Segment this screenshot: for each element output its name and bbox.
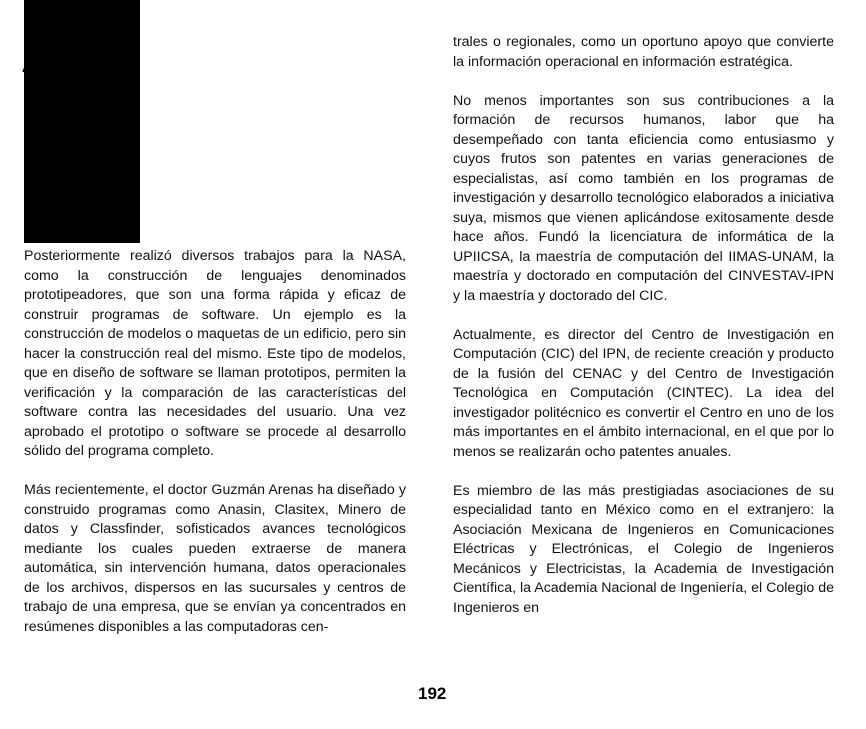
portrait-photo <box>24 0 140 243</box>
running-head: Adolfo Guzmán Arenas <box>22 63 140 75</box>
paragraph: Más recientemente, el doctor Guzmán Arenas ha diseñado y construido programas como Anasin, Clasitex, Minero de datos y Classfinder, sofisticados avances tecnológicos mediante los cuales pueden extraerse de manera automática, sin intervención humana, datos operacionales de los archivos, dispersos en las sucursales y centros de trabajo de una empresa, que se envían ya concentrados en resúmenes disponibles a las computadoras cen- <box>24 482 406 635</box>
paragraph: No menos importantes son sus contribuciones a la formación de recursos humanos, labor que ha desempeñado con tanta eficiencia como entusiasmo y cuyos frutos son patentes en varias generaciones de especialistas, así como también en los programas de investigación y desarrollo tecnológico elaborados a iniciativa suya, mismos que vienen aplicándose exitosamente desde hace años. Fundó la licenciatura de informática de la UPIICSA, la maestría de computación del IIMAS-UNAM, la maestría y doctorado en computación del CINVESTAV-IPN y la maestría y doctorado del CIC. <box>453 92 834 304</box>
page-number: 192 <box>418 684 447 703</box>
left-column <box>24 247 406 637</box>
paragraph: trales o regionales, como un oportuno apoyo que convierte la información operacional en información estratégica. <box>453 34 834 70</box>
right-column <box>453 33 834 618</box>
paragraph: Actualmente, es director del Centro de Investigación en Computación (CIC) del IPN, de reciente creación y producto de la fusión del CENAC y del Centro de Investigación Tecnológica en Computación (CINTEC). La idea del investigador politécnico es convertir el Centro en uno de los más importantes en el ámbito internacional, en el que por lo menos se realizarán ocho patentes anuales. <box>453 326 834 460</box>
paragraph: Posteriormente realizó diversos trabajos para la NASA, como la construcción de lenguajes denominados prototipeadores, que son una forma rápida y eficaz de construir programas de software. Un ejemplo es la construcción de modelos o maquetas de un edificio, pero sin hacer la construcción real del mismo. Este tipo de modelos, que en diseño de software se llaman prototipos, permiten la verificación y la comparación de las características del software contra las necesidades del usuario. Una vez aprobado el prototipo o software se procede al desarrollo sólido del programa completo. <box>24 248 406 459</box>
paragraph: Es miembro de las más prestigiadas asociaciones de su especialidad tanto en México como en el extranjero: la Asociación Mexicana de Ingenieros en Comunicaciones Eléctricas y Electrónicas, el Colegio de Ingenieros Mecánicos y Electricistas, la Academia de Investigación Científica, la Academia Nacional de Ingeniería, el Colegio de Ingenieros en <box>453 482 834 616</box>
